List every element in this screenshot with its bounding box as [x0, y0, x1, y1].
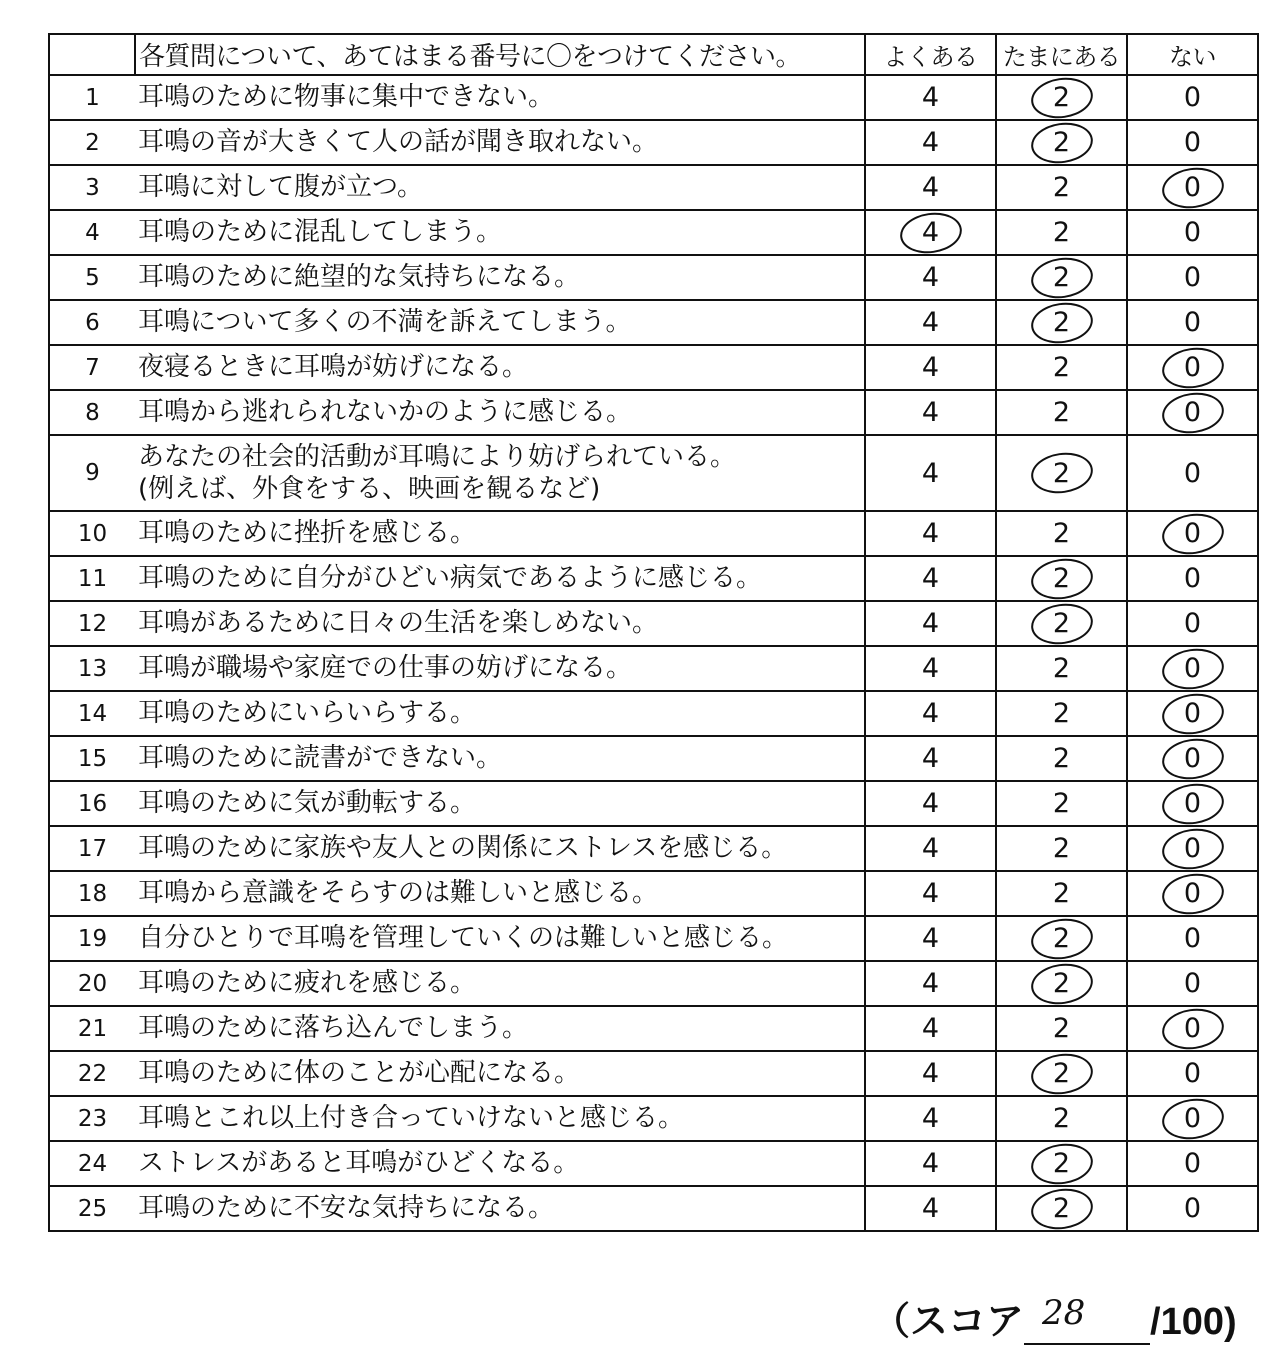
option-sometimes[interactable]	[996, 1006, 1127, 1051]
question-text	[135, 601, 865, 646]
question-text-line: 耳鳴のために不安な気持ちになる。	[138, 1193, 555, 1224]
score-suffix: /100)	[1150, 1301, 1237, 1343]
option-value: 0	[1183, 1148, 1202, 1179]
option-often[interactable]	[865, 210, 996, 255]
option-never[interactable]	[1127, 255, 1258, 300]
option-often[interactable]	[865, 165, 996, 210]
option-value: 4	[921, 878, 940, 909]
question-number: 23	[49, 1096, 135, 1141]
option-value: 0	[1183, 923, 1202, 954]
question-number: 11	[49, 556, 135, 601]
option-value: 0	[1183, 307, 1202, 338]
option-often[interactable]	[865, 120, 996, 165]
option-never[interactable]	[1127, 511, 1258, 556]
option-value: 4	[921, 698, 940, 729]
question-number: 8	[49, 390, 135, 435]
question-row	[49, 601, 1258, 646]
option-value: 0	[1183, 82, 1202, 113]
question-row	[49, 300, 1258, 345]
question-text-line: 耳鳴のためにいらいらする。	[138, 698, 477, 729]
question-text-line: 耳鳴のために体のことが心配になる。	[138, 1058, 581, 1089]
question-text-line: 耳鳴が職場や家庭での仕事の妨げになる。	[138, 653, 633, 684]
option-value: 0	[1183, 878, 1202, 909]
option-value: 2	[1052, 1058, 1071, 1089]
questionnaire-sheet	[48, 33, 1258, 1232]
question-row	[49, 1006, 1258, 1051]
question-text	[135, 75, 865, 120]
question-number: 15	[49, 736, 135, 781]
option-value: 4	[921, 1013, 940, 1044]
question-text	[135, 826, 865, 871]
question-text-line: 耳鳴のために混乱してしまう。	[138, 217, 503, 248]
question-number: 24	[49, 1141, 135, 1186]
question-text	[135, 961, 865, 1006]
option-often[interactable]	[865, 1141, 996, 1186]
question-number: 5	[49, 255, 135, 300]
option-often[interactable]	[865, 1051, 996, 1096]
question-row	[49, 1051, 1258, 1096]
option-value: 2	[1052, 457, 1071, 489]
option-value: 2	[1052, 307, 1071, 338]
option-never[interactable]	[1127, 75, 1258, 120]
option-never[interactable]	[1127, 1186, 1258, 1231]
question-number: 10	[49, 511, 135, 556]
option-value: 4	[921, 1193, 940, 1224]
question-text-line: 耳鳴のために家族や友人との関係にストレスを感じる。	[138, 833, 788, 864]
question-text	[135, 300, 865, 345]
option-value: 2	[1052, 518, 1071, 549]
option-never[interactable]	[1127, 435, 1258, 511]
question-row	[49, 435, 1258, 511]
option-sometimes[interactable]	[996, 120, 1127, 165]
option-value: 2	[1052, 1103, 1071, 1134]
option-sometimes[interactable]	[996, 435, 1127, 511]
option-value: 4	[921, 352, 940, 383]
question-row	[49, 75, 1258, 120]
option-often[interactable]	[865, 75, 996, 120]
option-value: 2	[1052, 788, 1071, 819]
option-value: 2	[1052, 127, 1071, 158]
option-value: 4	[921, 172, 940, 203]
option-value: 0	[1183, 608, 1202, 639]
question-row	[49, 736, 1258, 781]
question-text-line: 耳鳴から意識をそらすのは難しいと感じる。	[138, 878, 659, 909]
question-number: 4	[49, 210, 135, 255]
question-text	[135, 1051, 865, 1096]
option-value: 2	[1052, 653, 1071, 684]
option-sometimes[interactable]	[996, 345, 1127, 390]
option-sometimes[interactable]	[996, 556, 1127, 601]
question-text-line: 耳鳴のために自分がひどい病気であるように感じる。	[138, 563, 763, 594]
option-value: 4	[921, 968, 940, 999]
option-never[interactable]	[1127, 345, 1258, 390]
option-never[interactable]	[1127, 1051, 1258, 1096]
option-sometimes[interactable]	[996, 691, 1127, 736]
option-value: 2	[1052, 1193, 1071, 1224]
question-text-line: 耳鳴とこれ以上付き合っていけないと感じる。	[138, 1103, 685, 1134]
option-value: 4	[921, 563, 940, 594]
option-never[interactable]	[1127, 1096, 1258, 1141]
question-number: 1	[49, 75, 135, 120]
option-often[interactable]	[865, 300, 996, 345]
option-value: 2	[1052, 82, 1071, 113]
option-sometimes[interactable]	[996, 1141, 1127, 1186]
option-value: 4	[921, 307, 940, 338]
question-number: 14	[49, 691, 135, 736]
option-often[interactable]	[865, 556, 996, 601]
question-text-line: 耳鳴のために物事に集中できない。	[138, 82, 555, 113]
option-value: 2	[1052, 923, 1071, 954]
option-never[interactable]	[1127, 300, 1258, 345]
score-blank[interactable]	[1024, 1293, 1150, 1345]
question-row	[49, 781, 1258, 826]
option-sometimes[interactable]	[996, 1051, 1127, 1096]
option-value: 2	[1052, 397, 1071, 428]
question-row	[49, 1096, 1258, 1141]
option-never[interactable]	[1127, 601, 1258, 646]
question-text	[135, 1141, 865, 1186]
option-value: 0	[1183, 1103, 1202, 1134]
option-value: 0	[1183, 397, 1202, 428]
option-value: 0	[1183, 788, 1202, 819]
option-sometimes[interactable]	[996, 165, 1127, 210]
question-text-line: 耳鳴に対して腹が立つ。	[138, 172, 423, 203]
option-value: 4	[921, 923, 940, 954]
question-text	[135, 871, 865, 916]
option-value: 0	[1183, 172, 1202, 203]
question-text	[135, 390, 865, 435]
question-number: 17	[49, 826, 135, 871]
option-sometimes[interactable]	[996, 75, 1127, 120]
question-text	[135, 1006, 865, 1051]
option-often[interactable]	[865, 646, 996, 691]
score-prefix: （スコア	[872, 1301, 1025, 1343]
question-text-line: 耳鳴があるために日々の生活を楽しめない。	[138, 608, 659, 639]
question-text-line: 耳鳴の音が大きくて人の話が聞き取れない。	[138, 127, 659, 158]
header-number-cell	[49, 34, 135, 75]
option-value: 0	[1183, 1013, 1202, 1044]
question-row	[49, 120, 1258, 165]
question-text-line: 耳鳴のために疲れを感じる。	[138, 968, 477, 999]
option-value: 4	[921, 1148, 940, 1179]
option-often[interactable]	[865, 511, 996, 556]
option-value: 2	[1052, 878, 1071, 909]
option-header-often: よくある	[865, 34, 996, 75]
question-text	[135, 736, 865, 781]
option-value: 2	[1052, 698, 1071, 729]
question-row	[49, 871, 1258, 916]
option-often[interactable]	[865, 826, 996, 871]
option-often[interactable]	[865, 916, 996, 961]
question-row	[49, 511, 1258, 556]
question-text	[135, 345, 865, 390]
question-row	[49, 390, 1258, 435]
option-value: 0	[1183, 563, 1202, 594]
score-value: 28	[1042, 1293, 1086, 1333]
option-never[interactable]	[1127, 646, 1258, 691]
option-value: 0	[1183, 698, 1202, 729]
option-often[interactable]	[865, 781, 996, 826]
question-text-line: あなたの社会的活動が耳鳴により妨げられている。	[138, 441, 737, 472]
option-never[interactable]	[1127, 120, 1258, 165]
option-value: 4	[921, 608, 940, 639]
option-value: 4	[921, 217, 940, 248]
option-value: 2	[1052, 172, 1071, 203]
option-never[interactable]	[1127, 691, 1258, 736]
question-number: 9	[49, 435, 135, 511]
option-value: 4	[921, 1058, 940, 1089]
question-text-line: 耳鳴のために落ち込んでしまう。	[138, 1013, 529, 1044]
question-text	[135, 691, 865, 736]
question-number: 22	[49, 1051, 135, 1096]
question-row	[49, 345, 1258, 390]
question-row	[49, 691, 1258, 736]
question-number: 16	[49, 781, 135, 826]
option-value: 4	[921, 82, 940, 113]
question-text	[135, 165, 865, 210]
question-row	[49, 210, 1258, 255]
option-never[interactable]	[1127, 1006, 1258, 1051]
option-often[interactable]	[865, 390, 996, 435]
option-value: 2	[1052, 563, 1071, 594]
question-text	[135, 255, 865, 300]
question-number: 2	[49, 120, 135, 165]
question-text-line: 自分ひとりで耳鳴を管理していくのは難しいと感じる。	[138, 923, 789, 954]
question-text	[135, 511, 865, 556]
option-often[interactable]	[865, 871, 996, 916]
question-number: 19	[49, 916, 135, 961]
option-value: 0	[1183, 833, 1202, 864]
option-often[interactable]	[865, 1186, 996, 1231]
question-row	[49, 961, 1258, 1006]
option-never[interactable]	[1127, 871, 1258, 916]
option-value: 0	[1183, 743, 1202, 774]
question-text	[135, 1096, 865, 1141]
question-text	[135, 556, 865, 601]
option-sometimes[interactable]	[996, 210, 1127, 255]
option-sometimes[interactable]	[996, 1096, 1127, 1141]
option-never[interactable]	[1127, 390, 1258, 435]
option-value: 0	[1183, 653, 1202, 684]
option-value: 0	[1183, 352, 1202, 383]
option-never[interactable]	[1127, 916, 1258, 961]
option-sometimes[interactable]	[996, 916, 1127, 961]
option-header-sometimes: たまにある	[996, 34, 1127, 75]
option-value: 0	[1183, 968, 1202, 999]
option-often[interactable]	[865, 345, 996, 390]
option-value: 4	[921, 397, 940, 428]
option-never[interactable]	[1127, 556, 1258, 601]
question-row	[49, 255, 1258, 300]
option-sometimes[interactable]	[996, 826, 1127, 871]
question-number: 7	[49, 345, 135, 390]
question-text-line: 耳鳴から逃れられないかのように感じる。	[138, 397, 633, 428]
option-value: 0	[1183, 1193, 1202, 1224]
question-row	[49, 165, 1258, 210]
option-value: 4	[921, 518, 940, 549]
option-value: 2	[1052, 217, 1071, 248]
question-number: 6	[49, 300, 135, 345]
instruction-text: 各質問について、あてはまる番号に〇をつけてください。	[135, 34, 865, 75]
question-row	[49, 1186, 1258, 1231]
option-value: 0	[1183, 217, 1202, 248]
question-row	[49, 826, 1258, 871]
question-number: 12	[49, 601, 135, 646]
option-value: 4	[921, 653, 940, 684]
option-value: 0	[1183, 1058, 1202, 1089]
question-text-line: 夜寝るときに耳鳴が妨げになる。	[138, 352, 529, 383]
option-sometimes[interactable]	[996, 300, 1127, 345]
question-text-line: 耳鳴のために挫折を感じる。	[138, 518, 477, 549]
option-sometimes[interactable]	[996, 1186, 1127, 1231]
option-value: 0	[1183, 127, 1202, 158]
option-value: 0	[1183, 457, 1202, 489]
question-rows	[49, 75, 1258, 1231]
option-sometimes[interactable]	[996, 961, 1127, 1006]
option-value: 2	[1052, 833, 1071, 864]
option-sometimes[interactable]	[996, 736, 1127, 781]
question-number: 20	[49, 961, 135, 1006]
question-row	[49, 1141, 1258, 1186]
question-text-line: 耳鳴のために気が動転する。	[138, 788, 477, 819]
option-value: 4	[921, 127, 940, 158]
question-number: 3	[49, 165, 135, 210]
option-value: 4	[921, 743, 940, 774]
option-value: 4	[921, 1103, 940, 1134]
question-row	[49, 646, 1258, 691]
question-row	[49, 556, 1258, 601]
question-text-line: 耳鳴について多くの不満を訴えてしまう。	[138, 307, 632, 338]
question-text	[135, 781, 865, 826]
option-often[interactable]	[865, 691, 996, 736]
questionnaire-table	[48, 33, 1259, 1232]
option-sometimes[interactable]	[996, 390, 1127, 435]
option-value: 4	[921, 262, 940, 293]
option-sometimes[interactable]	[996, 871, 1127, 916]
option-never[interactable]	[1127, 1141, 1258, 1186]
option-value: 2	[1052, 352, 1071, 383]
question-number: 25	[49, 1186, 135, 1231]
question-number: 21	[49, 1006, 135, 1051]
option-value: 4	[921, 788, 940, 819]
question-text	[135, 916, 865, 961]
question-text-line: (例えば、外食をする、映画を観るなど)	[138, 474, 601, 504]
question-text	[135, 1186, 865, 1231]
option-value: 2	[1052, 743, 1071, 774]
option-value: 2	[1052, 968, 1071, 999]
option-never[interactable]	[1127, 736, 1258, 781]
option-often[interactable]	[865, 736, 996, 781]
option-value: 2	[1052, 1013, 1071, 1044]
option-sometimes[interactable]	[996, 601, 1127, 646]
question-text	[135, 646, 865, 691]
question-number: 18	[49, 871, 135, 916]
option-value: 4	[921, 833, 940, 864]
option-value: 2	[1052, 262, 1071, 293]
option-often[interactable]	[865, 1096, 996, 1141]
option-value: 2	[1052, 1148, 1071, 1179]
option-often[interactable]	[865, 961, 996, 1006]
question-text-line: 耳鳴のために読書ができない。	[138, 743, 503, 774]
option-sometimes[interactable]	[996, 646, 1127, 691]
option-often[interactable]	[865, 1006, 996, 1051]
option-sometimes[interactable]	[996, 255, 1127, 300]
question-text	[135, 210, 865, 255]
option-header-never: ない	[1127, 34, 1258, 75]
option-value: 0	[1183, 518, 1202, 549]
option-never[interactable]	[1127, 826, 1258, 871]
question-number: 13	[49, 646, 135, 691]
question-row	[49, 916, 1258, 961]
option-value: 0	[1183, 262, 1202, 293]
option-never[interactable]	[1127, 165, 1258, 210]
header-row	[49, 34, 1258, 75]
option-often[interactable]	[865, 601, 996, 646]
option-never[interactable]	[1127, 961, 1258, 1006]
option-sometimes[interactable]	[996, 511, 1127, 556]
question-text-line: 耳鳴のために絶望的な気持ちになる。	[138, 262, 581, 293]
option-value: 4	[921, 457, 940, 489]
score-line	[872, 1290, 1237, 1345]
option-never[interactable]	[1127, 210, 1258, 255]
question-text	[135, 120, 865, 165]
option-never[interactable]	[1127, 781, 1258, 826]
option-often[interactable]	[865, 255, 996, 300]
option-sometimes[interactable]	[996, 781, 1127, 826]
option-value: 2	[1052, 608, 1071, 639]
question-text-line: ストレスがあると耳鳴がひどくなる。	[138, 1148, 580, 1179]
question-text	[135, 435, 865, 511]
option-often[interactable]	[865, 435, 996, 511]
